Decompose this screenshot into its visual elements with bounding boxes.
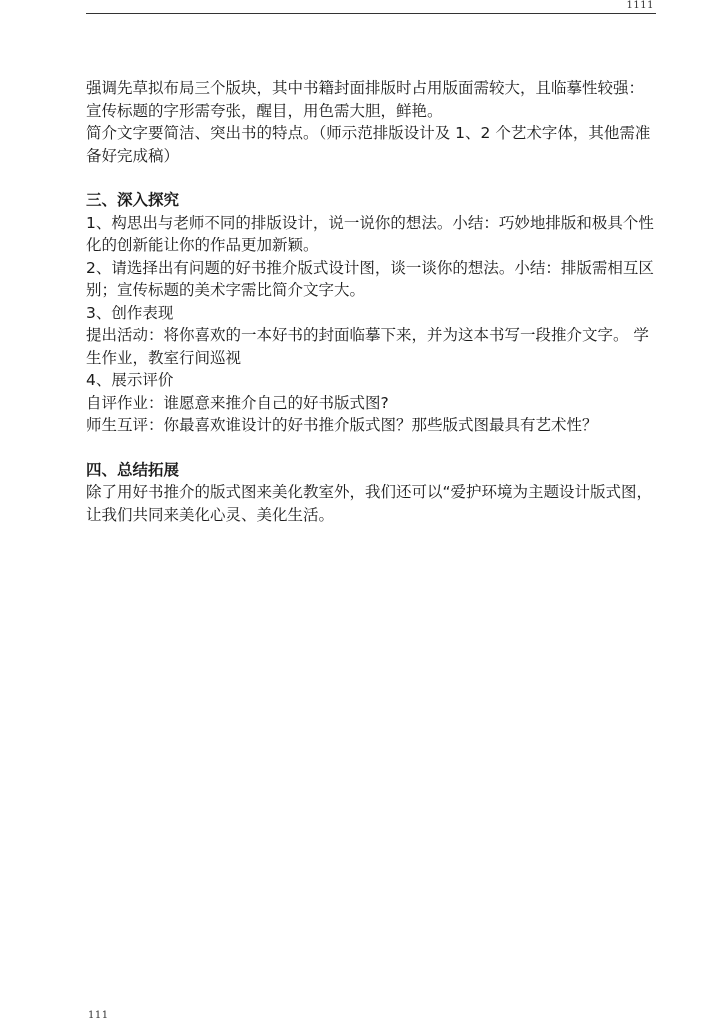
explore-item-3-body: 提出活动：将你喜欢的一本好书的封面临摹下来，并为这本书写一段推介文字。 学生作业，教室行间巡视 [86, 326, 649, 367]
intro-paragraph-summary: 简介文字要简洁、突出书的特点。（师示范排版设计及 1、2 个艺术字体，其他需准备好完成稿） [86, 124, 651, 165]
spacer [86, 437, 660, 459]
intro-paragraph-title-style: 宣传标题的字形需夸张，醒目，用色需大胆，鲜艳。 [86, 101, 443, 120]
document-body [86, 77, 660, 526]
explore-item-1: 1、构思出与老师不同的排版设计，说一说你的想法。小结：巧妙地排版和极具个性化的创新能让你的作品更加新颖。 [86, 213, 654, 254]
footer-page-number: 111 [88, 1010, 109, 1021]
header-page-number: 1111 [626, 0, 654, 11]
section-heading-explore: 三、深入探究 [86, 191, 180, 209]
explore-item-4-peer-review: 师生互评：你最喜欢谁设计的好书推介版式图？那些版式图最具有艺术性？ [86, 416, 598, 434]
intro-paragraph-layout: 强调先草拟布局三个版块，其中书籍封面排版时占用版面需较大，且临摹性较强： [86, 79, 645, 97]
explore-item-3-title: 3、创作表现 [86, 303, 174, 322]
section-heading-summary: 四、总结拓展 [86, 460, 180, 479]
header-divider [86, 13, 656, 14]
explore-item-4-self-review: 自评作业：谁愿意来推介自己的好书版式图? [86, 393, 389, 412]
explore-item-2: 2、请选择出有问题的好书推介版式设计图，谈一谈你的想法。小结：排版需相互区别；宣传标题的美术字需比简介文字大。 [86, 258, 654, 299]
summary-paragraph: 除了用好书推介的版式图来美化教室外，我们还可以“爱护环境为主题设计版式图，让我们共同来美化心灵、美化生活。 [86, 483, 653, 524]
explore-item-4-title: 4、展示评价 [86, 371, 174, 389]
spacer [86, 167, 660, 189]
